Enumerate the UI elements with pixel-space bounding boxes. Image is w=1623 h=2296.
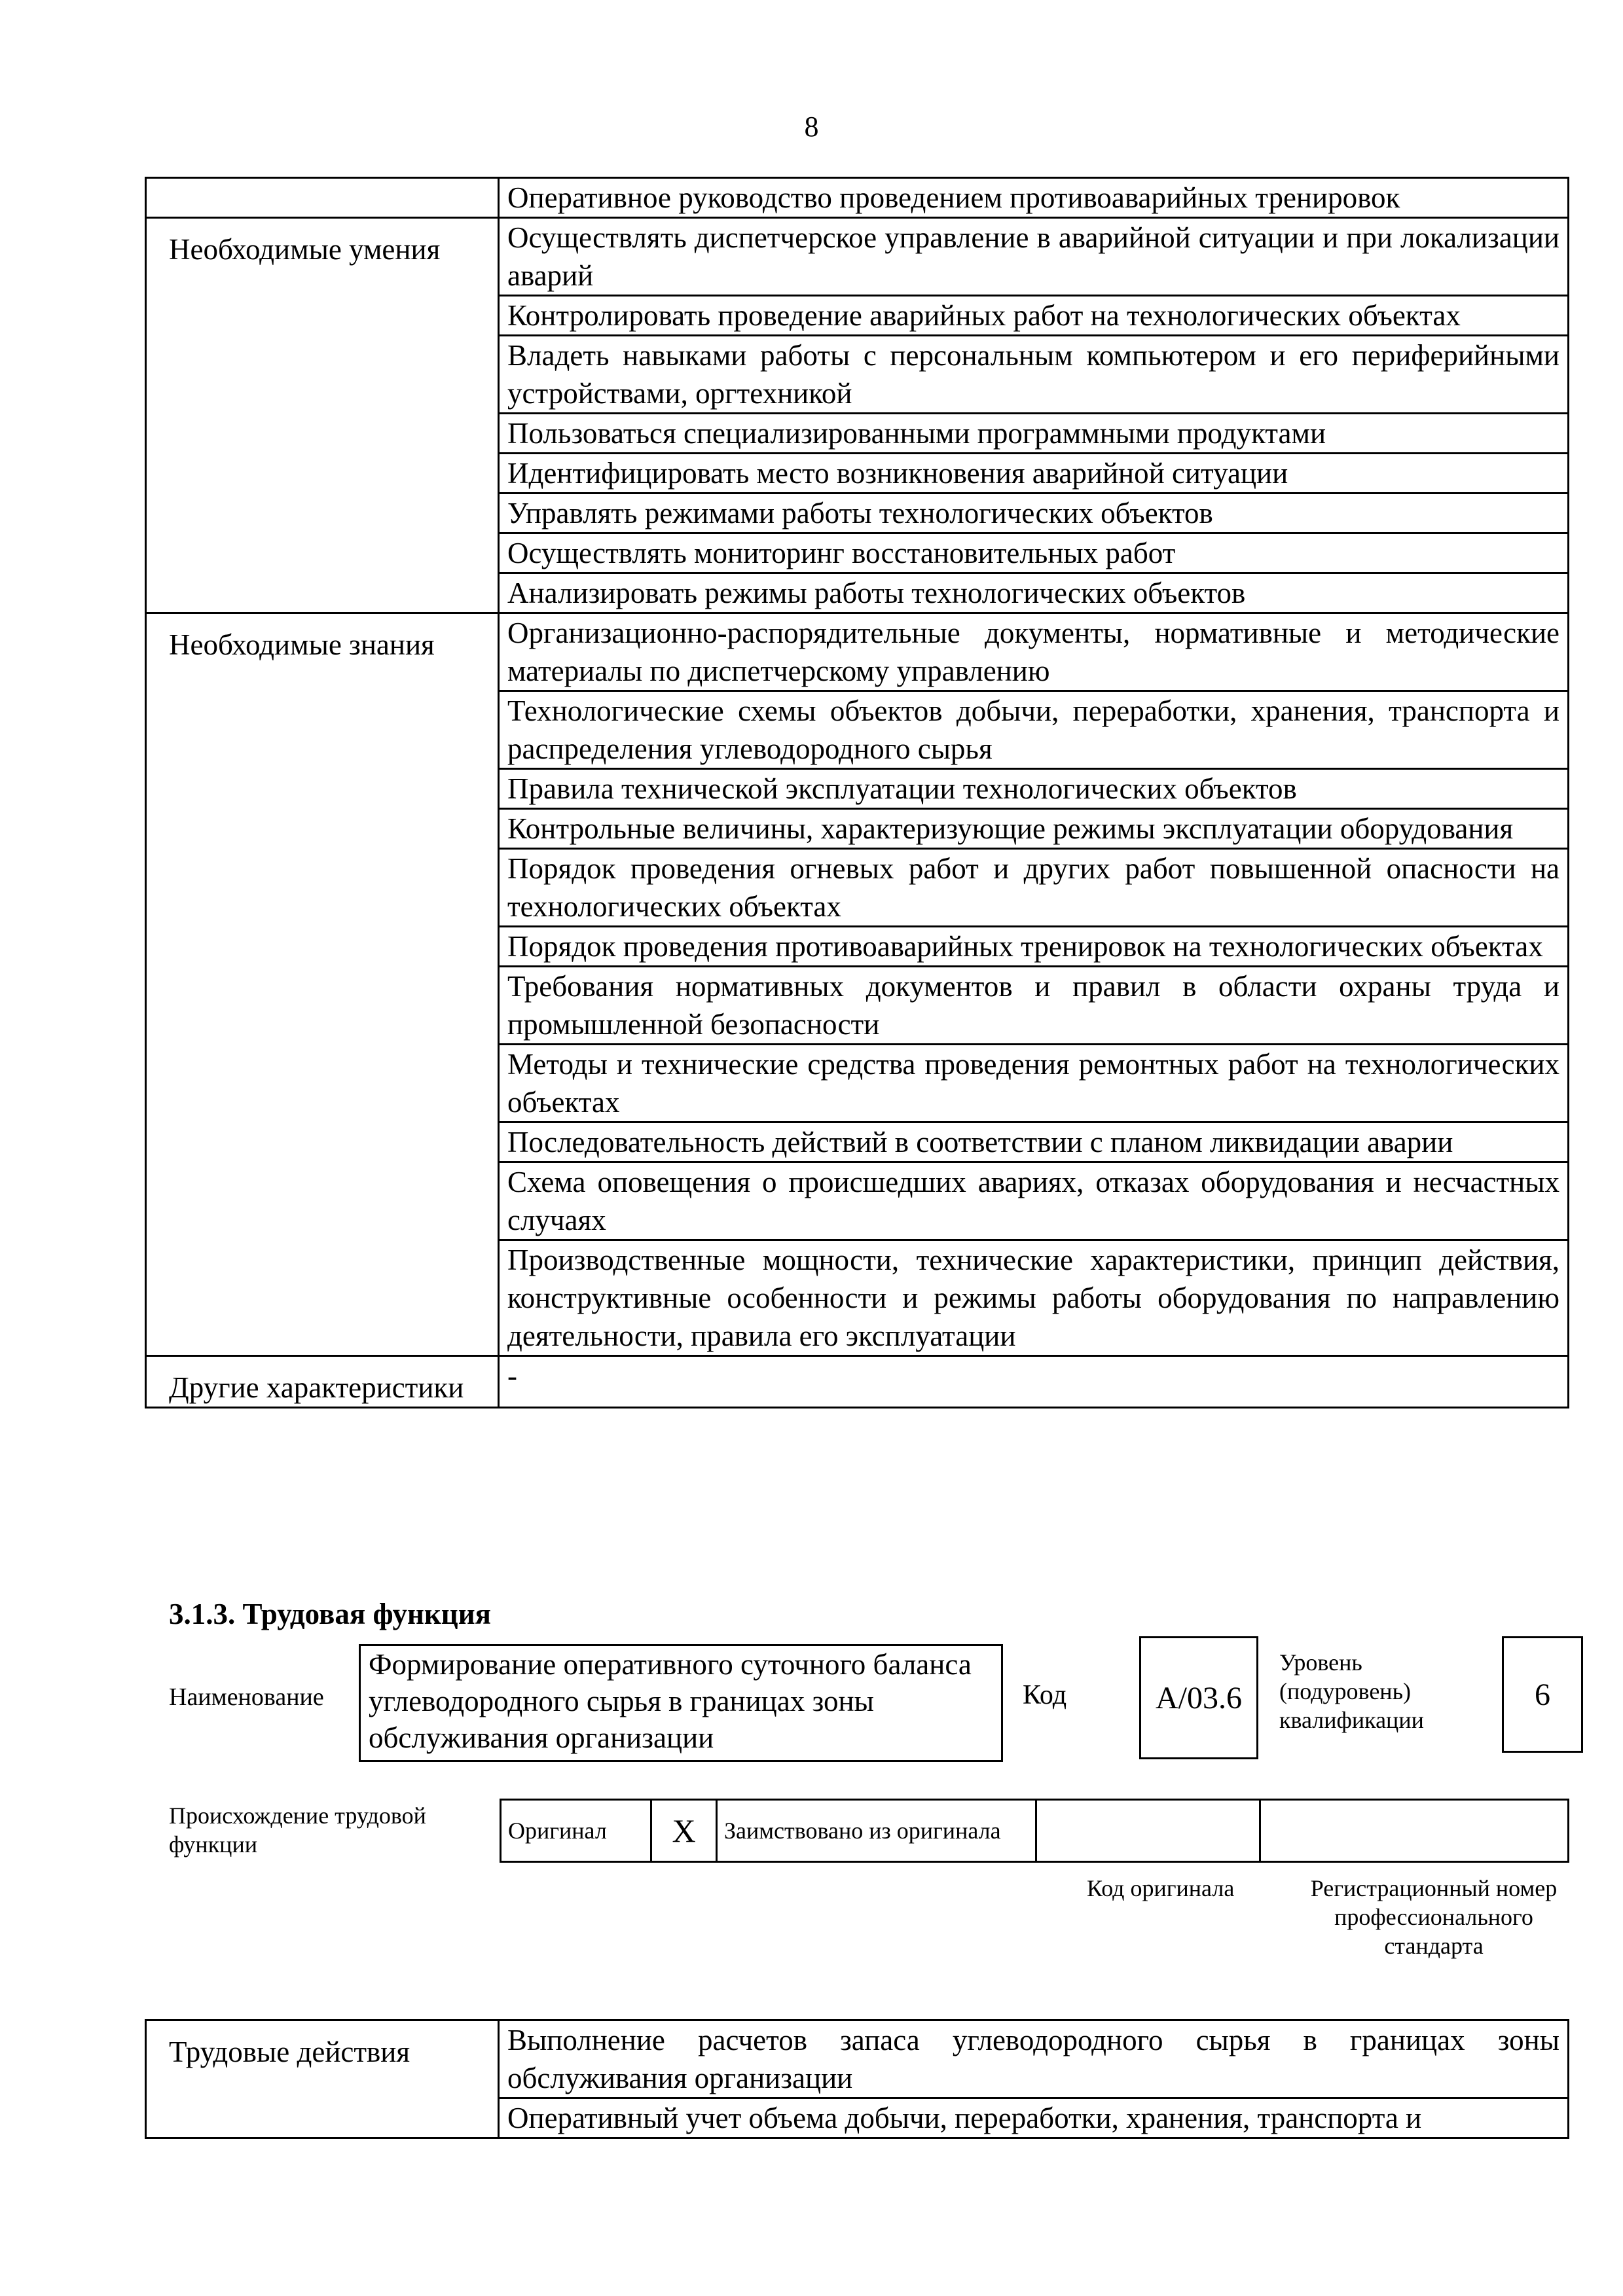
- row-value: Последовательность действий в соответствии с планом ликвидации аварии: [499, 1122, 1569, 1162]
- borrowed-label: Заимствовано из оригинала: [717, 1800, 1036, 1862]
- row-label: [146, 178, 499, 218]
- row-value: Оперативное руководство проведением противоаварийных тренировок: [499, 178, 1569, 218]
- origin-table: [500, 1799, 1569, 1863]
- row-value: Идентифицировать место возникновения аварийной ситуации: [499, 454, 1569, 493]
- row-label: Другие характеристики: [146, 1356, 499, 1408]
- row-value: Технологические схемы объектов добычи, переработки, хранения, транспорта и распределения углеводородного сырья: [499, 691, 1569, 769]
- row-value: Анализировать режимы работы технологических объектов: [499, 573, 1569, 613]
- code-original-cell: [1036, 1800, 1260, 1862]
- original-label: Оригинал: [501, 1800, 651, 1862]
- row-value: Оперативный учет объема добычи, переработки, хранения, транспорта и: [499, 2098, 1569, 2138]
- row-label: Трудовые действия: [146, 2020, 499, 2138]
- table-row: [146, 178, 1569, 218]
- row-value: Контролировать проведение аварийных работ на технологических объектах: [499, 296, 1569, 336]
- reg-number-label: Регистрационный номер профессионального стандарта: [1310, 1875, 1558, 1959]
- row-value: Организационно-распорядительные документы, нормативные и методические материалы по диспетчерскому управлению: [499, 613, 1569, 691]
- reg-number-cell: [1260, 1800, 1569, 1862]
- page-number: 8: [804, 111, 819, 143]
- row-value: Контрольные величины, характеризующие режимы эксплуатации оборудования: [499, 809, 1569, 849]
- row-value: Производственные мощности, технические характеристики, принцип действия, конструктивные особенности и режимы работы оборудования по направлению деятельности, правила его эксплуатации: [499, 1240, 1569, 1356]
- function-code-box: А/03.6: [1139, 1636, 1258, 1759]
- row-value: Владеть навыками работы с персональным компьютером и его периферийными устройствами, оргтехникой: [499, 336, 1569, 414]
- name-label: Наименование: [169, 1683, 324, 1711]
- skills-knowledge-table: [145, 177, 1569, 1408]
- row-value: Осуществлять диспетчерское управление в аварийной ситуации и при локализации аварий: [499, 218, 1569, 296]
- labor-actions-table: [145, 2019, 1569, 2139]
- row-value: Правила технической эксплуатации технологических объектов: [499, 769, 1569, 809]
- original-mark: X: [651, 1800, 717, 1862]
- level-label: Уровень (подуровень) квалификации: [1279, 1649, 1424, 1733]
- origin-label: Происхождение трудовой функции: [169, 1803, 426, 1857]
- row-value: Методы и технические средства проведения ремонтных работ на технологических объектах: [499, 1045, 1569, 1122]
- row-value: Управлять режимами работы технологических объектов: [499, 493, 1569, 533]
- row-value: Выполнение расчетов запаса углеводородного сырья в границах зоны обслуживания организации: [499, 2020, 1569, 2098]
- row-value: Пользоваться специализированными программными продуктами: [499, 414, 1569, 454]
- row-label: Необходимые знания: [146, 613, 499, 1356]
- table-row: [146, 613, 1569, 691]
- code-original-label: Код оригинала: [1087, 1875, 1235, 1901]
- row-value: Требования нормативных документов и правил в области охраны труда и промышленной безопасности: [499, 967, 1569, 1045]
- section-title: 3.1.3. Трудовая функция: [169, 1598, 492, 1630]
- row-value: Осуществлять мониторинг восстановительных работ: [499, 533, 1569, 573]
- row-label: Необходимые умения: [146, 218, 499, 613]
- row-value: Порядок проведения противоаварийных тренировок на технологических объектах: [499, 927, 1569, 967]
- row-value: -: [499, 1356, 1569, 1408]
- row-value: Порядок проведения огневых работ и других работ повышенной опасности на технологических объектах: [499, 849, 1569, 927]
- table-row: [146, 1356, 1569, 1408]
- function-name-box: Формирование оперативного суточного баланса углеводородного сырья в границах зоны обслуживания организации: [359, 1644, 1003, 1762]
- qualification-level-box: 6: [1502, 1636, 1583, 1753]
- row-value: Схема оповещения о происшедших авариях, отказах оборудования и несчастных случаях: [499, 1162, 1569, 1240]
- table-row: [146, 2020, 1569, 2098]
- table-row: [146, 218, 1569, 296]
- code-label: Код: [1023, 1680, 1067, 1710]
